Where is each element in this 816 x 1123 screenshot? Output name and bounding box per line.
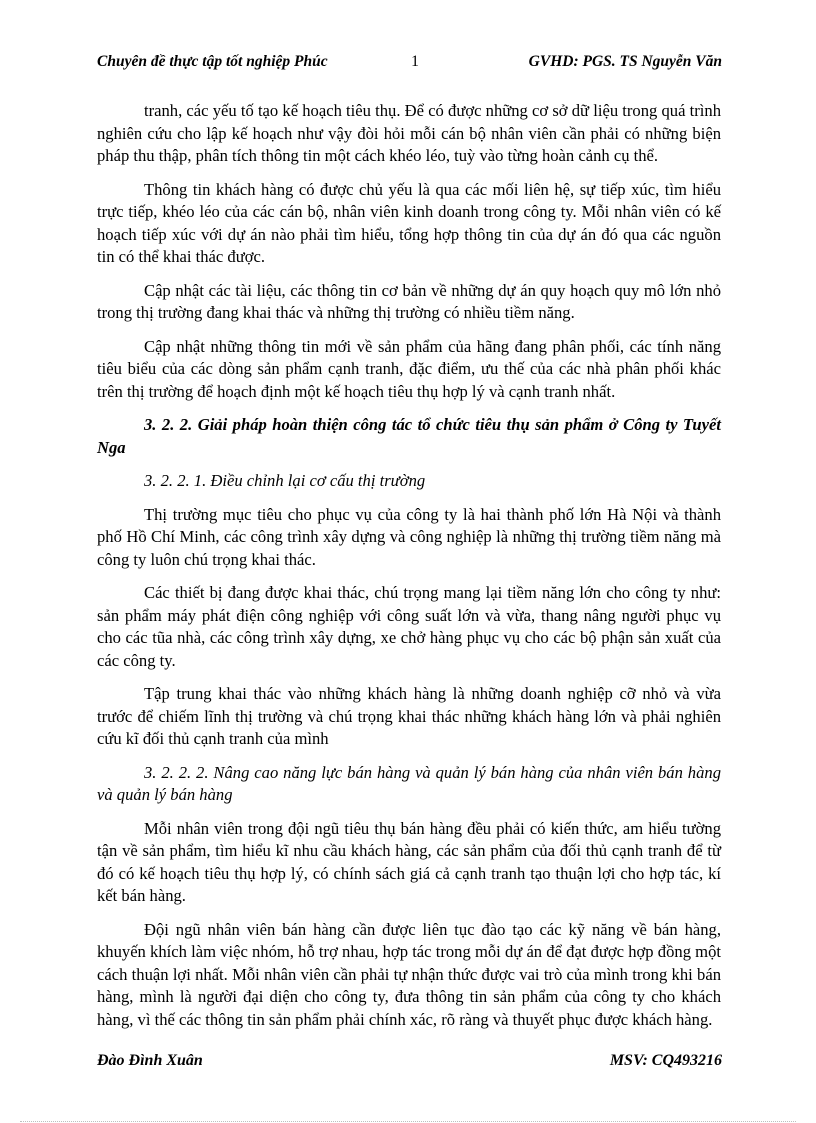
section-heading-3-2-2: 3. 2. 2. Giải pháp hoàn thiện công tác tổ chức tiêu thụ sản phẩm ở Công ty Tuyết Nga xyxy=(97,415,721,457)
paragraph-6: Các thiết bị đang được khai thác, chú trọng mang lại tiềm năng lớn cho công ty như: sản phẩm máy phát điện công nghiệp với công suất lớn và vừa, thang nâng người phục vụ cho các tũa nhà, các công trình xây dựng, xe chở hàng phục vụ cho các bộ phận sản xuất của các công ty. xyxy=(97,583,721,670)
paragraph-1 xyxy=(97,100,721,168)
paragraph-5: Thị trường mục tiêu cho phục vụ của công ty là hai thành phố lớn Hà Nội và thành phố Hồ Chí Minh, các công trình xây dựng và công nghiệp là những thị trường tiềm năng mà công ty luôn chú trọng khai thác. xyxy=(97,504,721,569)
paragraph-4: Cập nhật những thông tin mới về sản phẩm của hãng đang phân phối, các tính năng tiêu biểu của các dòng sản phẩm cạnh tranh, đặc điểm, ưu thế của các nhà phân phối khác trên thị trường để hoạch định một kế hoạch tiêu thụ hợp lý và cạnh tranh nhất. xyxy=(97,336,721,401)
footer-author: Đào Đình Xuân xyxy=(97,1052,203,1069)
page-header xyxy=(97,52,722,92)
header-title: Chuyên đề thực tập tốt nghiệp Phúc xyxy=(97,53,328,70)
paragraph-3: Cập nhật các tài liệu, các thông tin cơ bản về những dự án quy hoạch quy mô lớn nhỏ trong thị trường đang khai thác và những thị trường có nhiều tiềm năng. xyxy=(97,280,721,322)
paragraph-9: Đội ngũ nhân viên bán hàng cần được liên tục đào tạo các kỹ năng về bán hàng, khuyến khích làm việc nhóm, hỗ trợ nhau, hợp tác trong mỗi dự án để đạt được hợp đồng một cách thuận lợi nhất. Mỗi nhân viên cần phải tự nhận thức được vai trò của mình trong khi bán hàng, mình là người đại diện cho công ty, đưa thông tin sản phẩm của công ty cho khách hàng, vì thế các thông tin sản phẩm phải chính xác, rõ ràng và thuyết phục được khách hàng. xyxy=(97,919,721,1029)
header-supervisor: GVHD: PGS. TS Nguyễn Văn xyxy=(528,53,722,70)
page-bottom-rule xyxy=(20,1121,796,1122)
paragraph-7: Tập trung khai thác vào những khách hàng là những doanh nghiệp cỡ nhỏ và vừa trước để chiếm lĩnh thị trường và chú trọng khai thác những khách hàng lớn và phải nghiên cứu kĩ đối thủ cạnh tranh của mình xyxy=(97,684,721,748)
subsection-heading-3-2-2-1: 3. 2. 2. 1. Điều chỉnh lại cơ cấu thị trường xyxy=(144,471,426,490)
paragraph-8: Mỗi nhân viên trong đội ngũ tiêu thụ bán hàng đều phải có kiến thức, am hiểu tường tận về sản phẩm, tìm hiểu kĩ nhu cầu khách hàng, các sản phẩm của đối thủ cạnh tranh để từ đó có kế hoạch tiêu thụ hợp lý, có chính sách giá cả cạnh tranh tạo thuận lợi cho hợp tác, kí kết bán hàng. xyxy=(97,818,721,905)
page-number: 1 xyxy=(411,53,419,70)
document-body xyxy=(97,100,721,1042)
paragraph-1-text: tranh, các yếu tố tạo kế hoạch tiêu thụ. Để có được những cơ sở dữ liệu trong quá trình nghiên cứu cho lập kế hoạch như vậy đòi hỏi mỗi cán bộ nhân viên cần phải có những biện pháp thu thập, phân tích thông tin một cách khéo léo, tuỳ vào từng hoàn cảnh cụ thể. xyxy=(97,101,721,165)
paragraph-2: Thông tin khách hàng có được chủ yếu là qua các mối liên hệ, sự tiếp xúc, tìm hiểu trực tiếp, khéo léo của các cán bộ, nhân viên kinh doanh trong công ty. Mỗi nhân viên có kế hoạch tiếp xúc với dự án nào phải tìm hiểu, tổng hợp thông tin của dự án đó qua các nguồn tin có thể khai thác được. xyxy=(97,179,721,266)
footer-student-id: MSV: CQ493216 xyxy=(609,1052,722,1069)
subsection-heading-3-2-2-2: 3. 2. 2. 2. Nâng cao năng lực bán hàng và quản lý bán hàng của nhân viên bán hàng và quản lý bán hàng xyxy=(97,762,721,804)
